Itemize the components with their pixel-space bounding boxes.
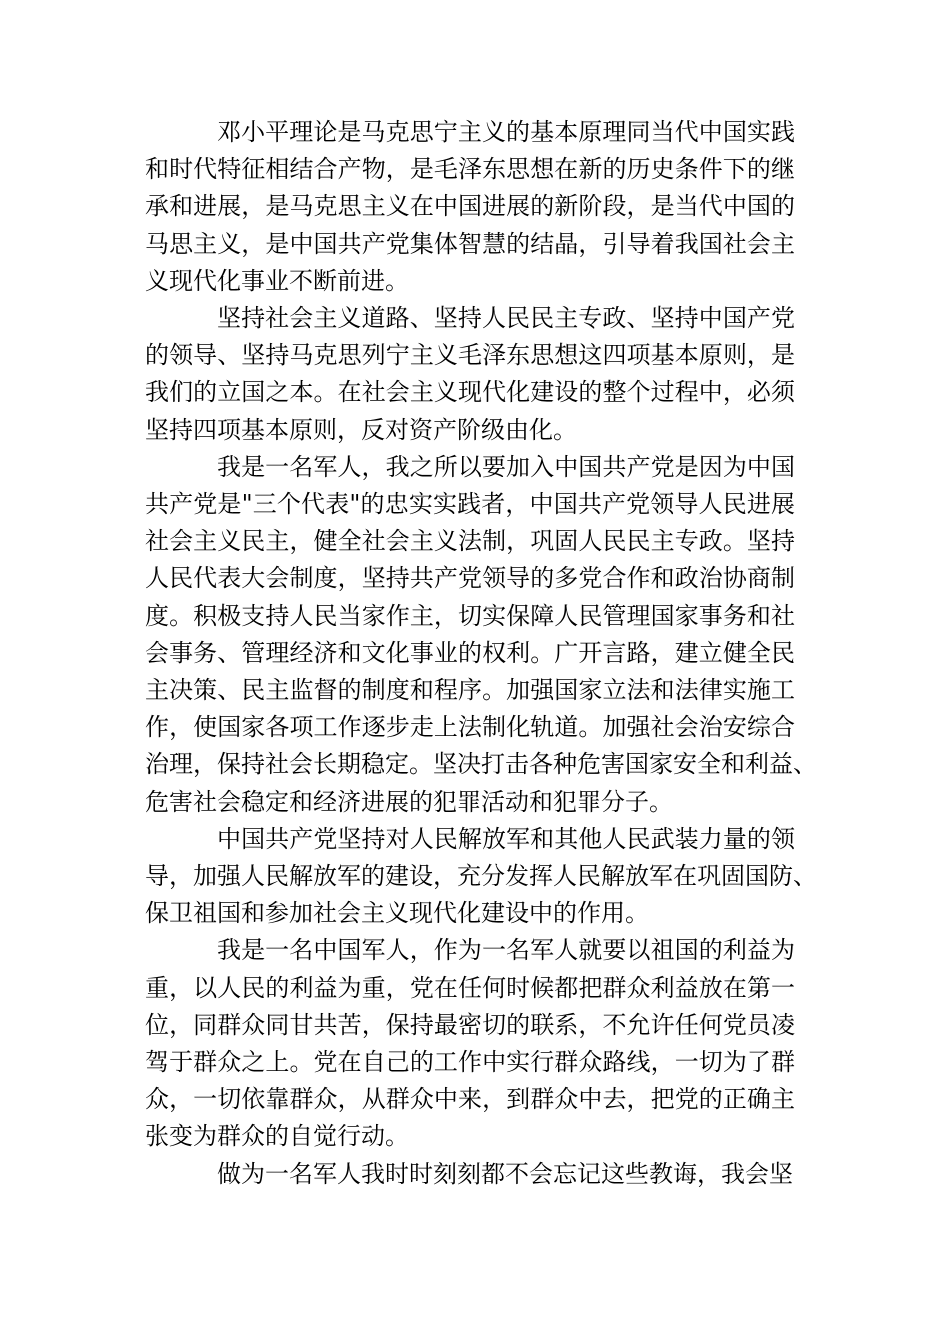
text-line: 度。积极支持人民当家作主，切实保障人民管理国家事务和社 [145,601,795,630]
text-line: 驾于群众之上。党在自己的工作中实行群众路线，一切为了群 [145,1048,795,1077]
text-line: 坚持社会主义道路、坚持人民民主专政、坚持中国产党 [217,304,795,333]
text-line: 马思主义，是中国共产党集体智慧的结晶，引导着我国社会主 [145,229,795,258]
paragraph [145,449,817,821]
text-line: 众，一切依靠群众，从群众中来，到群众中去，把党的正确主 [145,1085,795,1114]
text-line: 位，同群众同甘共苦，保持最密切的联系，不允许任何党员凌 [145,1010,795,1039]
text-line: 做为一名军人我时时刻刻都不会忘记这些教诲，我会坚 [217,1159,793,1188]
text-line: 坚持四项基本原则，反对资产阶级由化。 [145,415,577,444]
text-line: 作，使国家各项工作逐步走上法制化轨道。加强社会治安综合 [145,713,795,742]
text-line: 共产党是"三个代表"的忠实实践者，中国共产党领导人民进展 [145,490,795,519]
text-line: 导，加强人民解放军的建设，充分发挥人民解放军在巩固国防、 [145,862,817,891]
text-line: 和时代特征相结合产物，是毛泽东思想在新的历史条件下的继 [145,155,795,184]
text-line: 义现代化事业不断前进。 [145,266,409,295]
text-line: 人民代表大会制度，坚持共产党领导的多党合作和政治协商制 [145,564,795,593]
document-body [145,114,817,1193]
text-line: 会事务、管理经济和文化事业的权利。广开言路，建立健全民 [145,638,795,667]
text-line: 我们的立国之本。在社会主义现代化建设的整个过程中，必须 [145,378,795,407]
text-line: 承和进展，是马克思主义在中国进展的新阶段，是当代中国的 [145,192,795,221]
text-line: 我是一名军人，我之所以要加入中国共产党是因为中国 [217,452,795,481]
paragraph [145,932,795,1155]
text-line: 治理，保持社会长期稳定。坚决打击各种危害国家安全和利益、 [145,750,817,779]
text-line: 张变为群众的自觉行动。 [145,1122,409,1151]
paragraph [145,1156,795,1193]
text-line: 重，以人民的利益为重，党在任何时候都把群众利益放在第一 [145,973,795,1002]
text-line: 我是一名中国军人，作为一名军人就要以祖国的利益为 [217,936,795,965]
paragraph [145,821,817,933]
text-line: 中国共产党坚持对人民解放军和其他人民武装力量的领 [217,824,795,853]
text-line: 主决策、民主监督的制度和程序。加强国家立法和法律实施工 [145,676,795,705]
text-line: 的领导、坚持马克思列宁主义毛泽东思想这四项基本原则，是 [145,341,795,370]
paragraph [145,300,795,449]
paragraph [145,114,795,300]
text-line: 社会主义民主，健全社会主义法制，巩固人民民主专政。坚持 [145,527,795,556]
text-line: 邓小平理论是马克思宁主义的基本原理同当代中国实践 [217,118,795,146]
text-line: 危害社会稳定和经济进展的犯罪活动和犯罪分子。 [145,787,673,816]
text-line: 保卫祖国和参加社会主义现代化建设中的作用。 [145,899,649,928]
